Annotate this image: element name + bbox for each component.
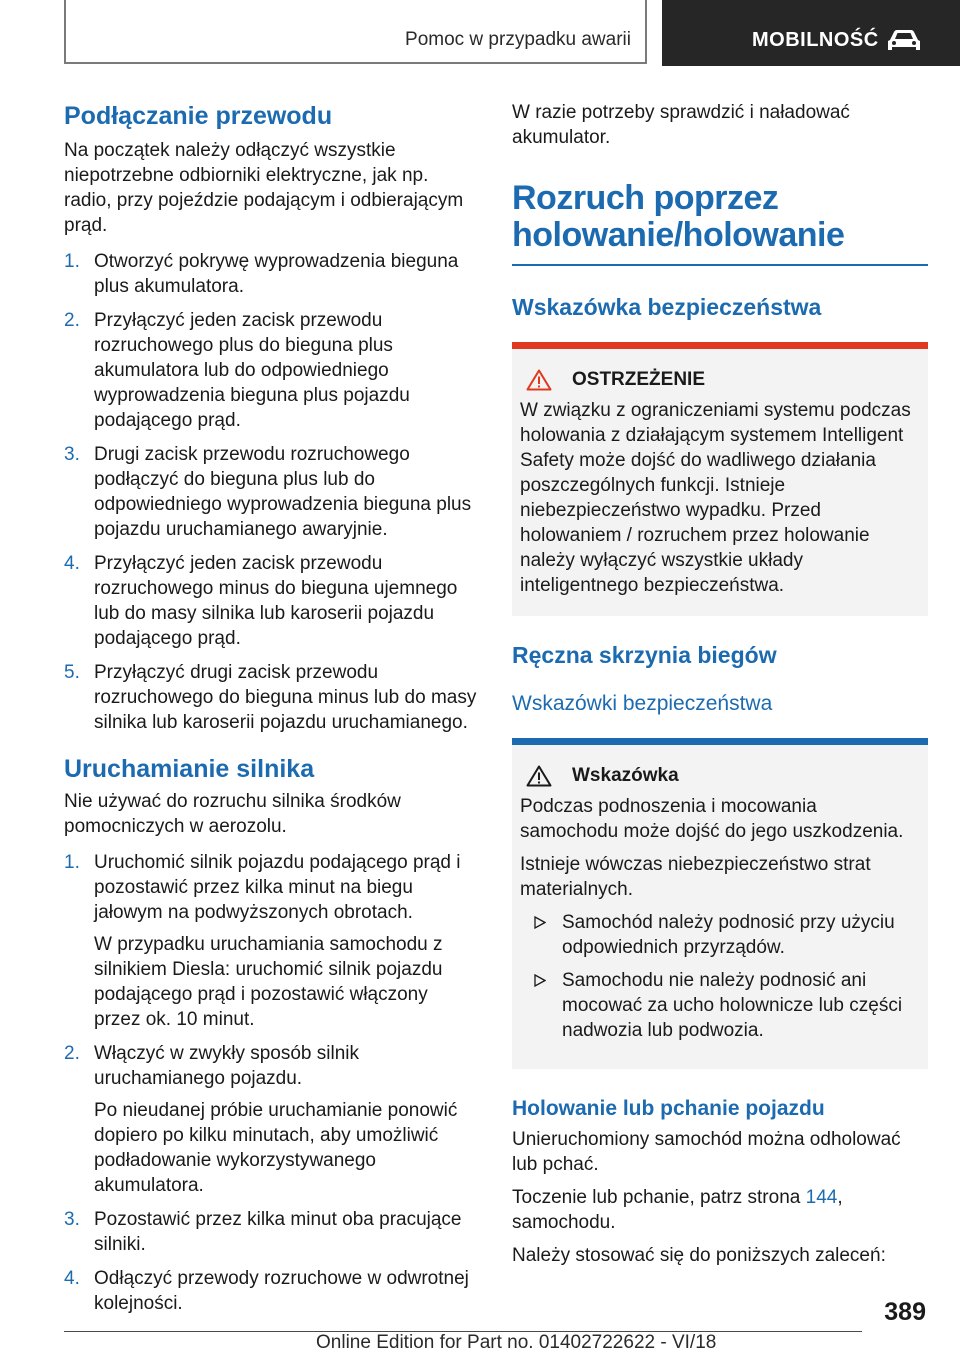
- note-list: [520, 910, 920, 1043]
- triangle-bullet-icon: [534, 916, 546, 929]
- heading-tow-start: Rozruch poprzez holowanie/holowanie: [512, 179, 845, 254]
- connection-steps: [64, 249, 478, 735]
- heading-manual-gearbox: Ręczna skrzynia biegów: [512, 642, 777, 668]
- triangle-bullet-icon: [534, 974, 546, 987]
- tow-paragraph-3: Należy stosować się do poniższych zaleceń:: [512, 1245, 886, 1266]
- note-box: [512, 745, 928, 1069]
- footer-edition: Online Edition for Part no. 01402722622 - VI/18: [316, 1332, 717, 1353]
- note-header: [520, 763, 920, 788]
- note-bar: [512, 738, 928, 745]
- list-item: 4. Odłączyć przewody rozruchowe w odwrotnej kolejności.: [64, 1268, 469, 1314]
- warning-title: OSTRZEŻENIE: [572, 369, 706, 390]
- intro-paragraph: Na początek należy odłączyć wszystkie niepotrzebne odbiorniki elektryczne, jak np. radio, przy pojeździe podającym i odbierającym prąd.: [64, 140, 464, 236]
- tow-paragraph-1: Unieruchomiony samochód można odholować lub pchać.: [512, 1129, 901, 1175]
- left-column: [64, 100, 478, 1325]
- list-item: 4. Przyłączyć jeden zacisk przewodu rozruchowego minus do bieguna ujemnego lub do masy silnika lub karoserii pojazdu podającego prąd.: [64, 553, 458, 649]
- list-item: 2. Przyłączyć jeden zacisk przewodu rozruchowego plus do bieguna plus akumulatora lub do odpowiedniego wyprowadzenia bieguna plus pojazdu podającego prąd.: [64, 310, 410, 431]
- note-paragraph-2: Istnieje wówczas niebezpieczeństwo strat materialnych.: [520, 854, 871, 900]
- right-column: [512, 100, 928, 1268]
- note-paragraph-1: Podczas podnoszenia i mocowania samochodu może dojść do jego uszkodzenia.: [520, 796, 904, 842]
- warning-box: [512, 349, 928, 616]
- page-number: 389: [884, 1298, 926, 1326]
- header-section-box: [64, 0, 647, 64]
- heading-engine-start: Uruchamianie silnika: [64, 755, 315, 783]
- heading-cable-connection: Podłączanie przewodu: [64, 102, 333, 130]
- intro-paragraph-2: Nie używać do rozruchu silnika środków pomocniczych w aerozolu.: [64, 791, 401, 837]
- warning-triangle-icon: [526, 369, 552, 391]
- warning-header: [520, 367, 920, 392]
- header-chapter-tab: [662, 0, 960, 66]
- warning-triangle-icon: [526, 765, 552, 787]
- continued-paragraph: W razie potrzeby sprawdzić i naładować akumulator.: [512, 102, 850, 148]
- heading-rule: [512, 264, 928, 266]
- list-item: 1. Uruchomić silnik pojazdu podającego prąd i pozostawić przez kilka minut na biegu jałowym na podwyższonych obrotach. W przypadku uruchamiania samochodu z silnikiem Diesla: uruchomić silnik pojazdu podającego prąd i pozostawić włączony przez ok. 10 minut.: [64, 852, 461, 1030]
- warning-bar: [512, 342, 928, 349]
- heading-towing-pushing: Holowanie lub pchanie pojazdu: [512, 1097, 825, 1120]
- list-item: 3. Pozostawić przez kilka minut oba pracujące silniki.: [64, 1209, 462, 1255]
- list-item: Samochodu nie należy podnosić ani mocować za ucho holownicze lub części nadwozia lub podwozia.: [520, 968, 920, 1043]
- heading-safety-tips: Wskazówki bezpieczeństwa: [512, 692, 773, 715]
- heading-safety-note: Wskazówka bezpieczeństwa: [512, 294, 822, 320]
- list-item: 1. Otworzyć pokrywę wyprowadzenia bieguna plus akumulatora.: [64, 251, 459, 297]
- page-link[interactable]: 144: [805, 1187, 838, 1208]
- tow-paragraph-2: Toczenie lub pchanie, patrz strona 144, samochodu.: [512, 1187, 843, 1233]
- note-title: Wskazówka: [572, 765, 679, 786]
- start-steps: [64, 850, 478, 1316]
- car-icon: [884, 28, 924, 54]
- list-item: 2. Włączyć w zwykły sposób silnik uruchamianego pojazdu. Po nieudanej próbie uruchamianie ponowić dopiero po kilku minutach, aby umożliwić podładowanie wykorzystywanego akumulatora.: [64, 1043, 458, 1196]
- warning-text: W związku z ograniczeniami systemu podczas holowania z działającym systemem Intelligent Safety może dojść do wadliwego działania poszczególnych funkcji. Istnieje niebezpieczeństwo wypadku. Przed holowaniem / rozruchem przez holowanie należy wyłączyć wszystkie układy inteligentnego bezpieczeństwa.: [520, 400, 911, 596]
- section-title: Pomoc w przypadku awarii: [405, 29, 631, 50]
- list-item: 3. Drugi zacisk przewodu rozruchowego podłączyć do bieguna plus lub do odpowiedniego wyprowadzenia bieguna plus pojazdu uruchamianego awaryjnie.: [64, 444, 472, 540]
- list-item: Samochód należy podnosić przy użyciu odpowiednich przyrządów.: [520, 910, 920, 960]
- list-item: 5. Przyłączyć drugi zacisk przewodu rozruchowego do bieguna minus lub do masy silnika lub karoserii pojazdu uruchamianego.: [64, 662, 477, 733]
- chapter-title: MOBILNOŚĆ: [752, 29, 879, 51]
